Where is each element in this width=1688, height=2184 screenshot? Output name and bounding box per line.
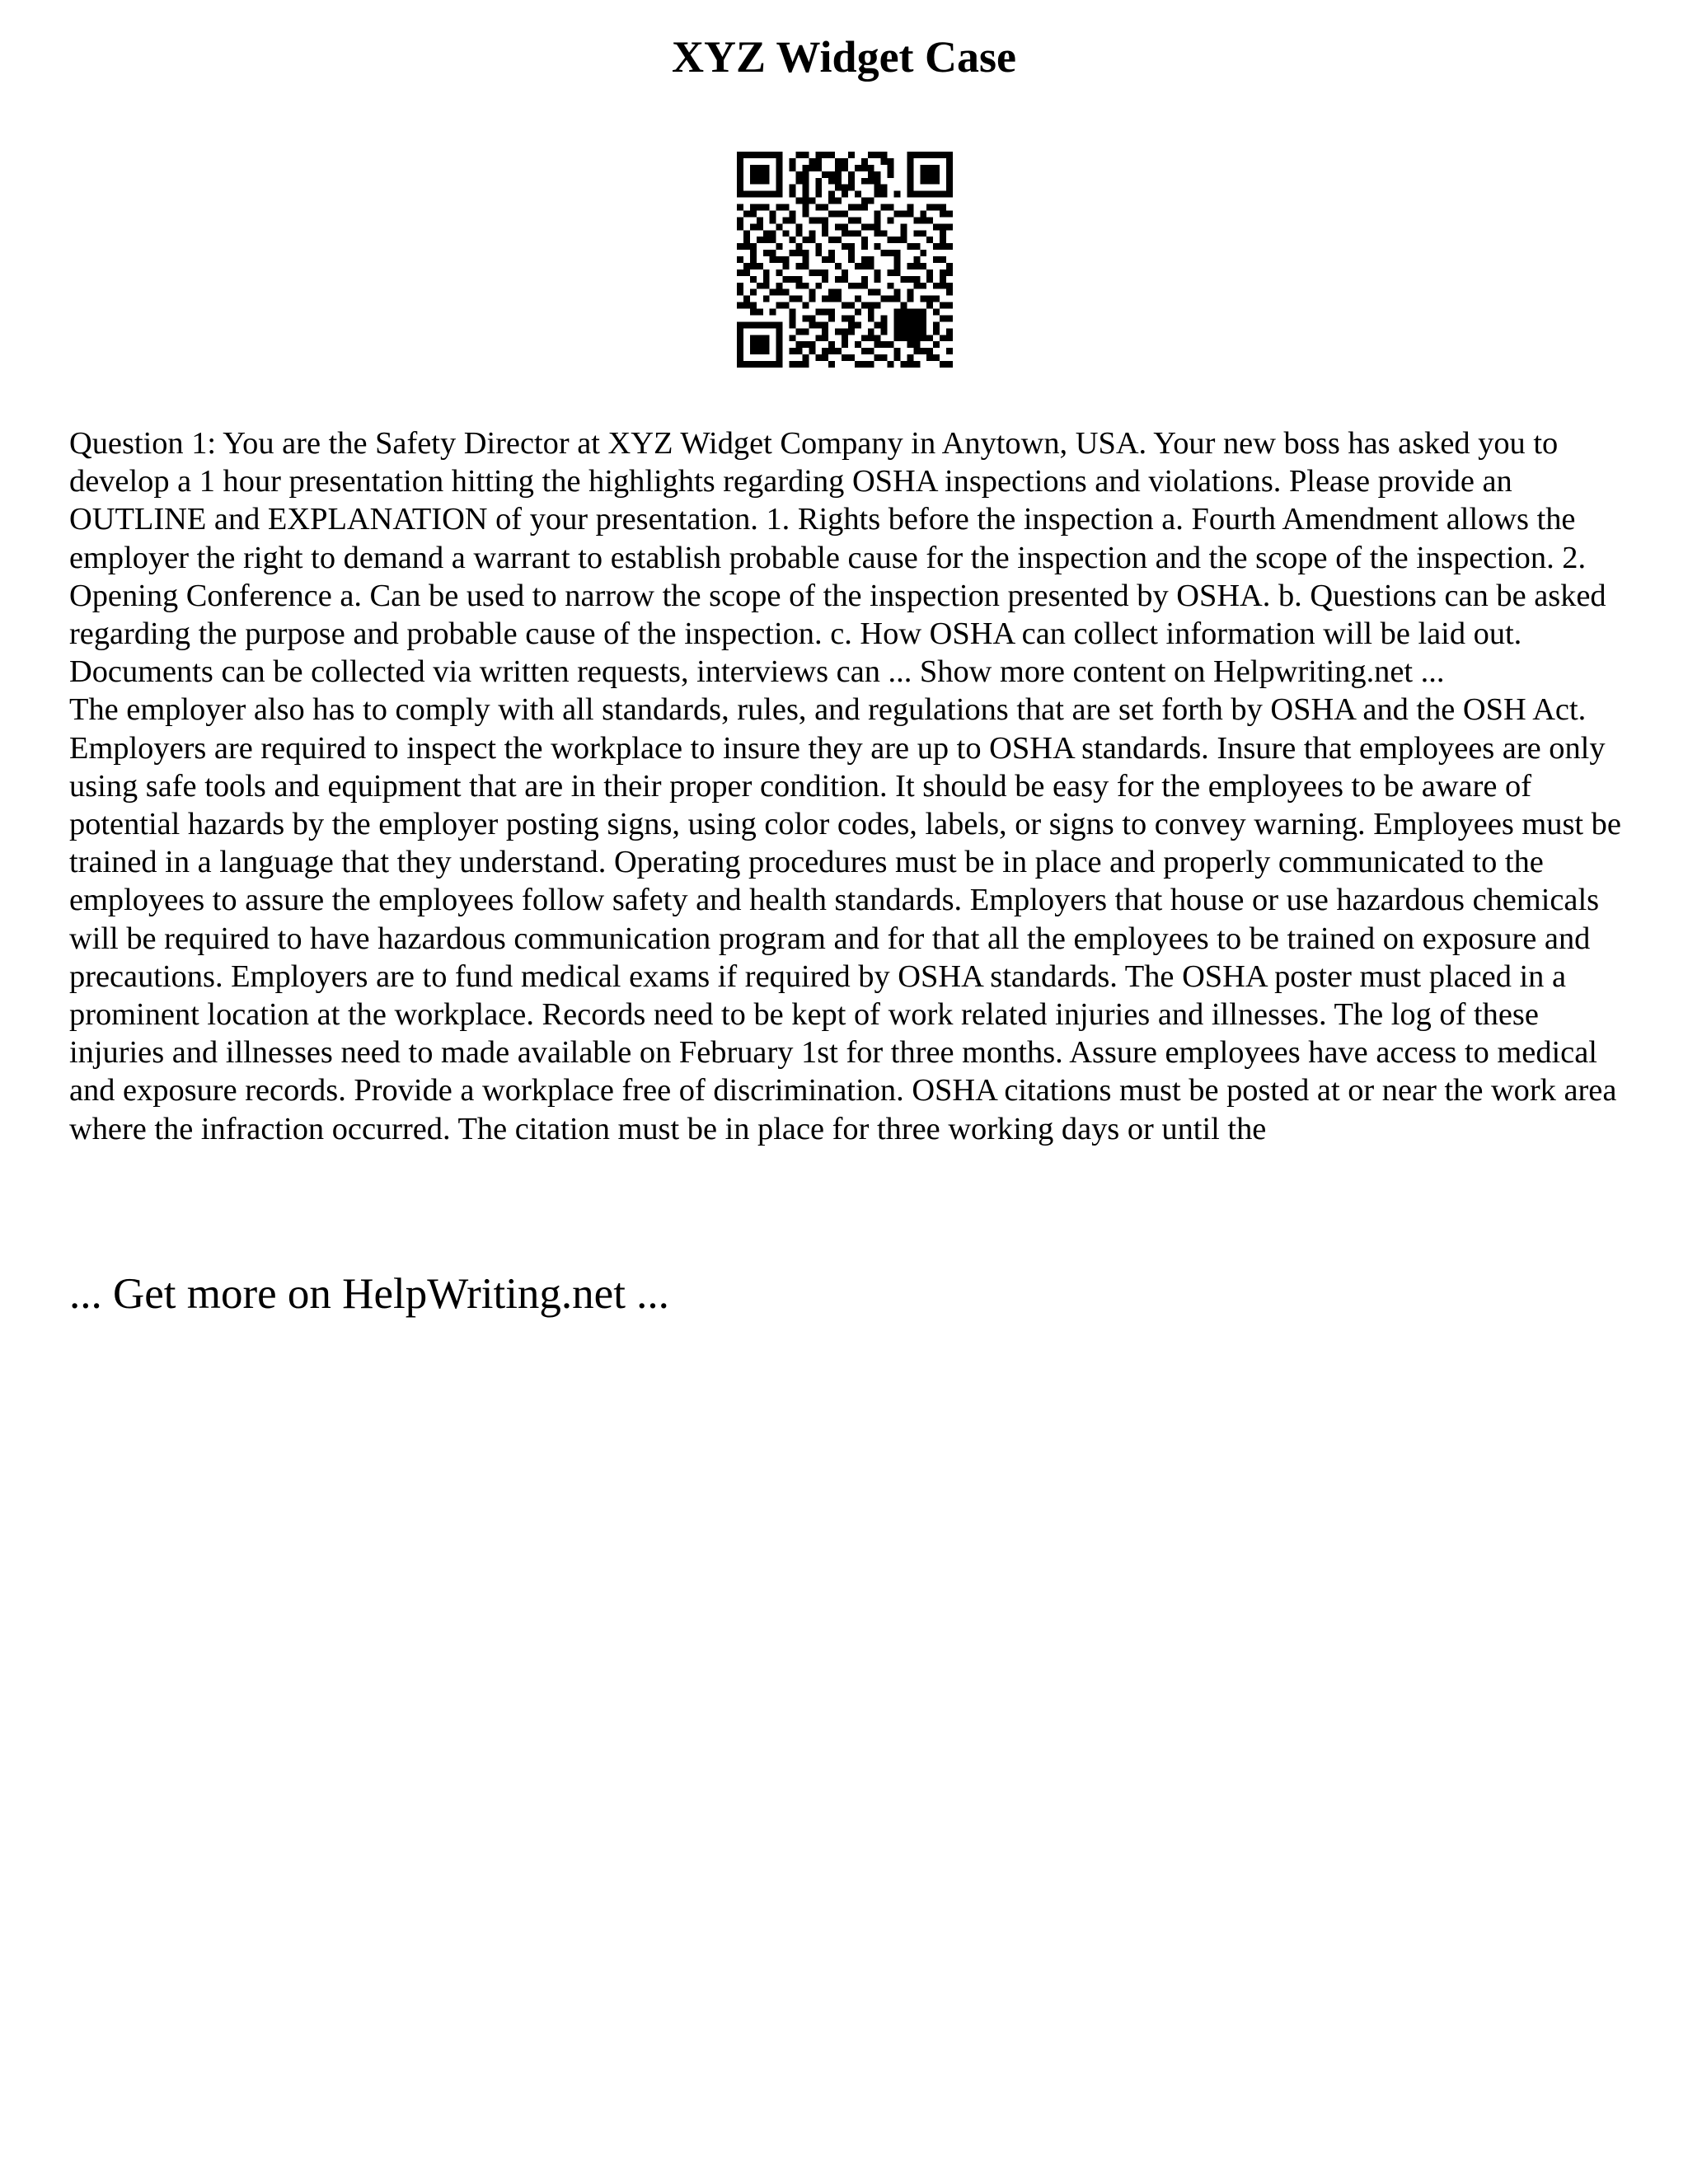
qr-code-icon (737, 152, 953, 368)
paragraph-employer-duties: The employer also has to comply with all standards, rules, and regulations that are set forth by OSHA and the OSH Act. Employers are required to inspect the workplace to insure they are up to OSHA standards. Insure that employees are only using safe tools and equipment that are in their proper condition. It should be easy for the employees to be aware of potential hazards by the employer posting signs, using color codes, labels, or signs to convey warning. Employees must be trained in a language that they understand. Operating procedures must be in place and properly communicated to the employees to assure the employees follow safety and health standards. Employers that house or use hazardous chemicals will be required to have hazardous communication program and for that all the employees to be trained on exposure and precautions. Employers are to fund medical exams if required by OSHA standards. The OSHA poster must placed in a prominent location at the workplace. Records need to be kept of work related injuries and illnesses. The log of these injuries and illnesses need to made available on February 1st for three months. Assure employees have access to medical and exposure records. Provide a workplace free of discrimination. OSHA citations must be posted at or near the work area where the infraction occurred. The citation must be in place for three working days or until the (69, 692, 1621, 1146)
paragraph-question: Question 1: You are the Safety Director at XYZ Widget Company in Anytown, USA. Your new boss has asked you to develop a 1 hour presentation hitting the highlights regarding OSHA inspections and violations. Please provide an OUTLINE and EXPLANATION of your presentation. 1. Rights before the inspection a. Fourth Amendment allows the employer the right to demand a warrant to establish probable cause for the inspection and the scope of the inspection. 2. Opening Conference a. Can be used to narrow the scope of the inspection presented by OSHA. b. Questions can be asked regarding the purpose and probable cause of the inspection. c. How OSHA can collect information will be laid out. Documents can be collected via written requests, interviews can ... Show more content on Helpwriting.net ... (69, 426, 1606, 690)
get-more-link[interactable]: ... Get more on HelpWriting.net ... (69, 1270, 669, 1318)
page-title: XYZ Widget Case (671, 32, 1017, 82)
article-body (69, 424, 1623, 1148)
